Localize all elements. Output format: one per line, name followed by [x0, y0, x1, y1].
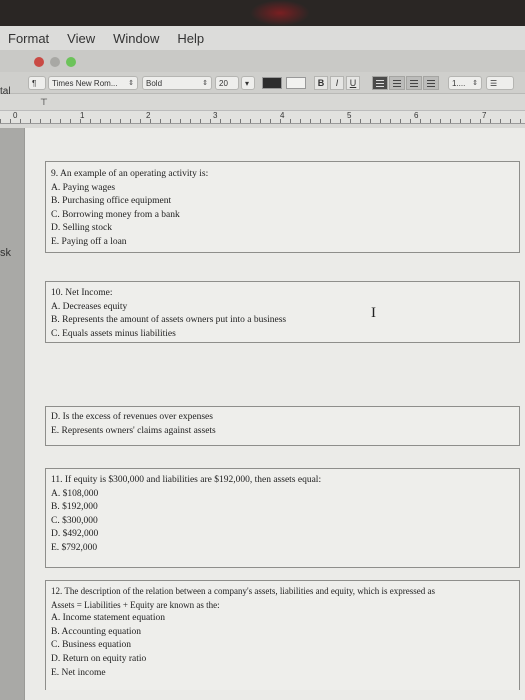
ruler[interactable]	[0, 110, 525, 124]
menu-format[interactable]: Format	[8, 30, 50, 46]
option: E. $792,000	[51, 542, 98, 553]
align-right-button[interactable]	[406, 76, 422, 90]
list-icon: ☰	[490, 78, 498, 88]
font-family-select[interactable]	[48, 76, 138, 90]
ruler-number: 7	[482, 111, 487, 120]
question-9-block[interactable]	[45, 161, 520, 253]
maximize-window-button[interactable]	[66, 57, 76, 67]
text-color-swatch[interactable]	[262, 77, 282, 89]
line-spacing-select[interactable]	[448, 76, 482, 90]
list-style-select[interactable]	[486, 76, 514, 90]
pilcrow-icon: ¶	[32, 78, 37, 88]
menu-help[interactable]: Help	[177, 30, 205, 46]
font-style-select[interactable]	[142, 76, 212, 90]
ruler-number: 4	[280, 111, 285, 120]
italic-button[interactable]: I	[330, 76, 344, 90]
light-glow	[250, 0, 310, 26]
question-text: 9. An example of an operating activity is:	[51, 169, 209, 179]
align-left-button[interactable]	[372, 76, 388, 90]
align-center-button[interactable]	[389, 76, 405, 90]
edge-label-top: tal	[0, 86, 11, 97]
option: D. $492,000	[51, 529, 99, 540]
tab-stop-icon[interactable]: ⊤	[40, 97, 48, 107]
question-text: 10. Net Income:	[51, 288, 113, 298]
chevron-updown-icon: ⇕	[128, 80, 134, 87]
font-size-value: 20	[219, 78, 228, 88]
option: C. $300,000	[51, 515, 98, 526]
menu-bar	[0, 26, 525, 50]
option: A. Decreases equity	[51, 301, 128, 312]
question-11-block[interactable]	[45, 468, 520, 568]
ruler-number: 6	[414, 111, 419, 120]
close-window-button[interactable]	[34, 57, 44, 67]
top-dark-strip	[0, 0, 525, 26]
option: E. Net income	[51, 667, 106, 678]
font-size-dropdown[interactable]	[241, 76, 255, 90]
option: E. Paying off a loan	[51, 236, 127, 247]
option: C. Borrowing money from a bank	[51, 209, 180, 220]
question-text-continued: Assets = Liabilities + Equity are known as the:	[51, 599, 220, 610]
ruler-number: 3	[213, 111, 218, 120]
justify-button[interactable]	[423, 76, 439, 90]
text-cursor-icon: I	[371, 305, 376, 321]
chevron-down-icon: ▾	[245, 78, 250, 88]
ruler-number: 2	[146, 111, 151, 120]
font-size-field[interactable]	[215, 76, 239, 90]
ruler-number: 0	[13, 111, 18, 120]
question-text: 12. The description of the relation between a company's assets, liabilities and equity, which is expressed as	[51, 586, 436, 596]
option: D. Is the excess of revenues over expenses	[51, 412, 213, 422]
format-toolbar	[0, 72, 525, 94]
option: B. Represents the amount of assets owners put into a business	[51, 315, 287, 326]
option: C. Equals assets minus liabilities	[51, 328, 176, 339]
question-10-block[interactable]	[45, 281, 520, 343]
option: A. $108,000	[51, 488, 99, 499]
option: B. Accounting equation	[51, 626, 141, 637]
line-spacing-value: 1....	[452, 78, 466, 88]
option: B. Purchasing office equipment	[51, 196, 172, 207]
question-10-continued-block[interactable]	[45, 406, 520, 446]
chevron-updown-icon: ⇕	[472, 80, 478, 87]
font-family-value: Times New Rom...	[52, 78, 118, 88]
font-style-value: Bold	[146, 78, 163, 88]
option: B. $192,000	[51, 502, 98, 513]
chevron-updown-icon: ⇕	[202, 80, 208, 87]
menu-window[interactable]: Window	[113, 30, 160, 46]
option: D. Selling stock	[51, 223, 112, 234]
underline-button[interactable]: U	[346, 76, 360, 90]
option: D. Return on equity ratio	[51, 653, 147, 664]
question-12-block[interactable]	[45, 580, 520, 690]
document-page[interactable]	[25, 128, 525, 700]
bold-button[interactable]: B	[314, 76, 328, 90]
ruler-number: 1	[80, 111, 85, 120]
ruler-number: 5	[347, 111, 352, 120]
option: A. Income statement equation	[51, 613, 165, 624]
highlight-color-swatch[interactable]	[286, 77, 306, 89]
paragraph-style-dropdown[interactable]	[28, 76, 46, 90]
minimize-window-button[interactable]	[50, 57, 60, 67]
window-titlebar	[0, 50, 525, 72]
question-text: 11. If equity is $300,000 and liabilities are $192,000, then assets equal:	[51, 475, 322, 485]
option: C. Business equation	[51, 640, 131, 651]
option: A. Paying wages	[51, 182, 116, 193]
edge-label-middle: sk	[0, 247, 11, 259]
menu-view[interactable]: View	[67, 30, 96, 46]
option: E. Represents owners' claims against assets	[51, 425, 216, 436]
